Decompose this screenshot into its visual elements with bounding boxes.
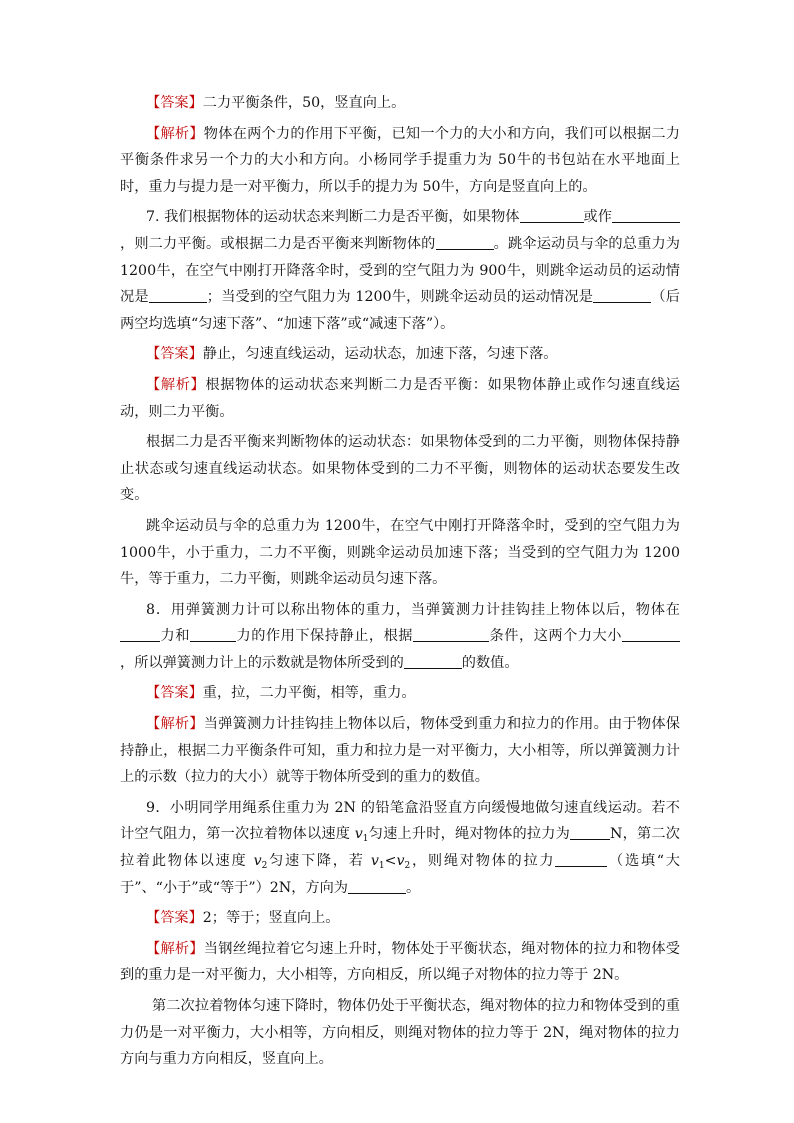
- analysis-label: 【解析】: [146, 376, 206, 393]
- q7-question: 7. 我们根据物体的运动状态来判断二力是否平衡，如果物体 或作，则二力平衡。或根据二力是否平衡来判断物体的 。跳伞运动员与伞的总重力为 1200牛，在空气中刚打开降落伞时，受到的空气阻力为 900牛，则跳伞运动员的运动情况是 ；当受到的空气阻力为 1200牛，则跳伞运动员的运动情况是 （后两空均选填“匀速下落”、“加速下落”或“减速下落”）。: [120, 209, 680, 332]
- answer-blank[interactable]: [413, 626, 489, 642]
- q9-analysis-paragraph: 第二次拉着物体匀速下降时，物体仍处于平衡状态，绳对物体的拉力和物体受到的重力仍是一对平衡力，大小相等，方向相反，则绳对物体的拉力等于 2N，绳对物体的拉力方向与重力方向相反，竖直向上。: [120, 998, 680, 1068]
- q8-analysis: 【解析】当弹簧测力计挂钩挂上物体以后，物体受到重力和拉力的作用。由于物体保持静止，根据二力平衡条件可知，重力和拉力是一对平衡力，大小相等，所以弹簧测力计上的示数（拉力的大小）就等于物体所受到的重力的数值。: [120, 716, 680, 786]
- q6-answer: 【答案】二力平衡条件，50，竖直向上。: [146, 95, 406, 111]
- answer-blank[interactable]: [149, 287, 207, 303]
- answer-blank[interactable]: [520, 207, 584, 223]
- answer-label: 【答案】: [146, 910, 203, 927]
- answer-blank[interactable]: [190, 626, 236, 642]
- answer-blank[interactable]: [593, 287, 651, 303]
- answer-blank[interactable]: [348, 878, 406, 894]
- answer-blank[interactable]: [555, 851, 607, 867]
- answer-label: 【答案】: [146, 346, 203, 363]
- q9-analysis: 【解析】当钢丝绳拉着它匀速上升时，物体处于平衡状态，绳对物体的拉力和物体受到的重力是一对平衡力，大小相等，方向相反，所以绳子对物体的拉力等于 2N。: [120, 940, 680, 984]
- analysis-label: 【解析】: [146, 940, 204, 957]
- q6-analysis: 【解析】物体在两个力的作用下平衡，已知一个力的大小和方向，我们可以根据二力平衡条件求另一个力的大小和方向。小杨同学手提重力为 50牛的书包站在水平地面上时，重力与提力是一对平衡力，所以手的提力为 50牛，方向是竖直向上的。: [120, 125, 680, 195]
- answer-blank[interactable]: [120, 626, 160, 642]
- answer-blank[interactable]: [612, 207, 680, 223]
- q8-question: 8．用弹簧测力计可以称出物体的重力，当弹簧测力计挂钩挂上物体以后，物体在力和 力的作用下保持静止，根据 条件，这两个力大小，所以弹簧测力计上的示数就是物体所受到的 的数值。: [120, 601, 680, 671]
- answer-blank[interactable]: [570, 824, 610, 840]
- q7-analysis-paragraph: 跳伞运动员与伞的总重力为 1200牛，在空气中刚打开降落伞时，受到的空气阻力为 1000牛，小于重力，二力不平衡，则跳伞运动员加速下落；当受到的空气阻力为 1200 牛，等于重力，二力平衡，则跳伞运动员匀速下落。: [120, 517, 680, 588]
- answer-label: 【答案】: [146, 95, 203, 111]
- q9-question: 9．小明同学用绳系住重力为 2N 的铅笔盒沿竖直方向缓慢地做匀速直线运动。若不计空气阻力，第一次拉着物体以速度 $v_1$匀速上升时，绳对物体的拉力为 N，第二次拉着此物体以速度 $v_2$匀速下降，若 $v_1<v_2$，则绳对物体的拉力 （选填“大于”、“小于”或“等于”）2N，方向为 。: [120, 799, 680, 896]
- answer-blank[interactable]: [404, 653, 462, 669]
- document-content: [120, 90, 680, 1073]
- q8-answer: 【答案】重，拉，二力平衡，相等，重力。: [146, 685, 416, 702]
- analysis-label: 【解析】: [146, 125, 204, 142]
- q7-analysis-paragraph: 根据二力是否平衡来判断物体的运动状态：如果物体受到的二力平衡，则物体保持静止状态或匀速直线运动状态。如果物体受到的二力不平衡，则物体的运动状态要发生改变。: [120, 434, 680, 504]
- answer-blank[interactable]: [622, 626, 680, 642]
- answer-blank[interactable]: [436, 234, 494, 250]
- answer-label: 【答案】: [146, 685, 203, 702]
- q7-analysis: 【解析】根据物体的运动状态来判断二力是否平衡：如果物体静止或作匀速直线运动，则二力平衡。: [120, 376, 680, 420]
- q9-answer: 【答案】2；等于；竖直向上。: [146, 910, 340, 927]
- analysis-label: 【解析】: [146, 716, 204, 733]
- q7-answer: 【答案】静止，匀速直线运动，运动状态，加速下落，匀速下落。: [146, 346, 558, 363]
